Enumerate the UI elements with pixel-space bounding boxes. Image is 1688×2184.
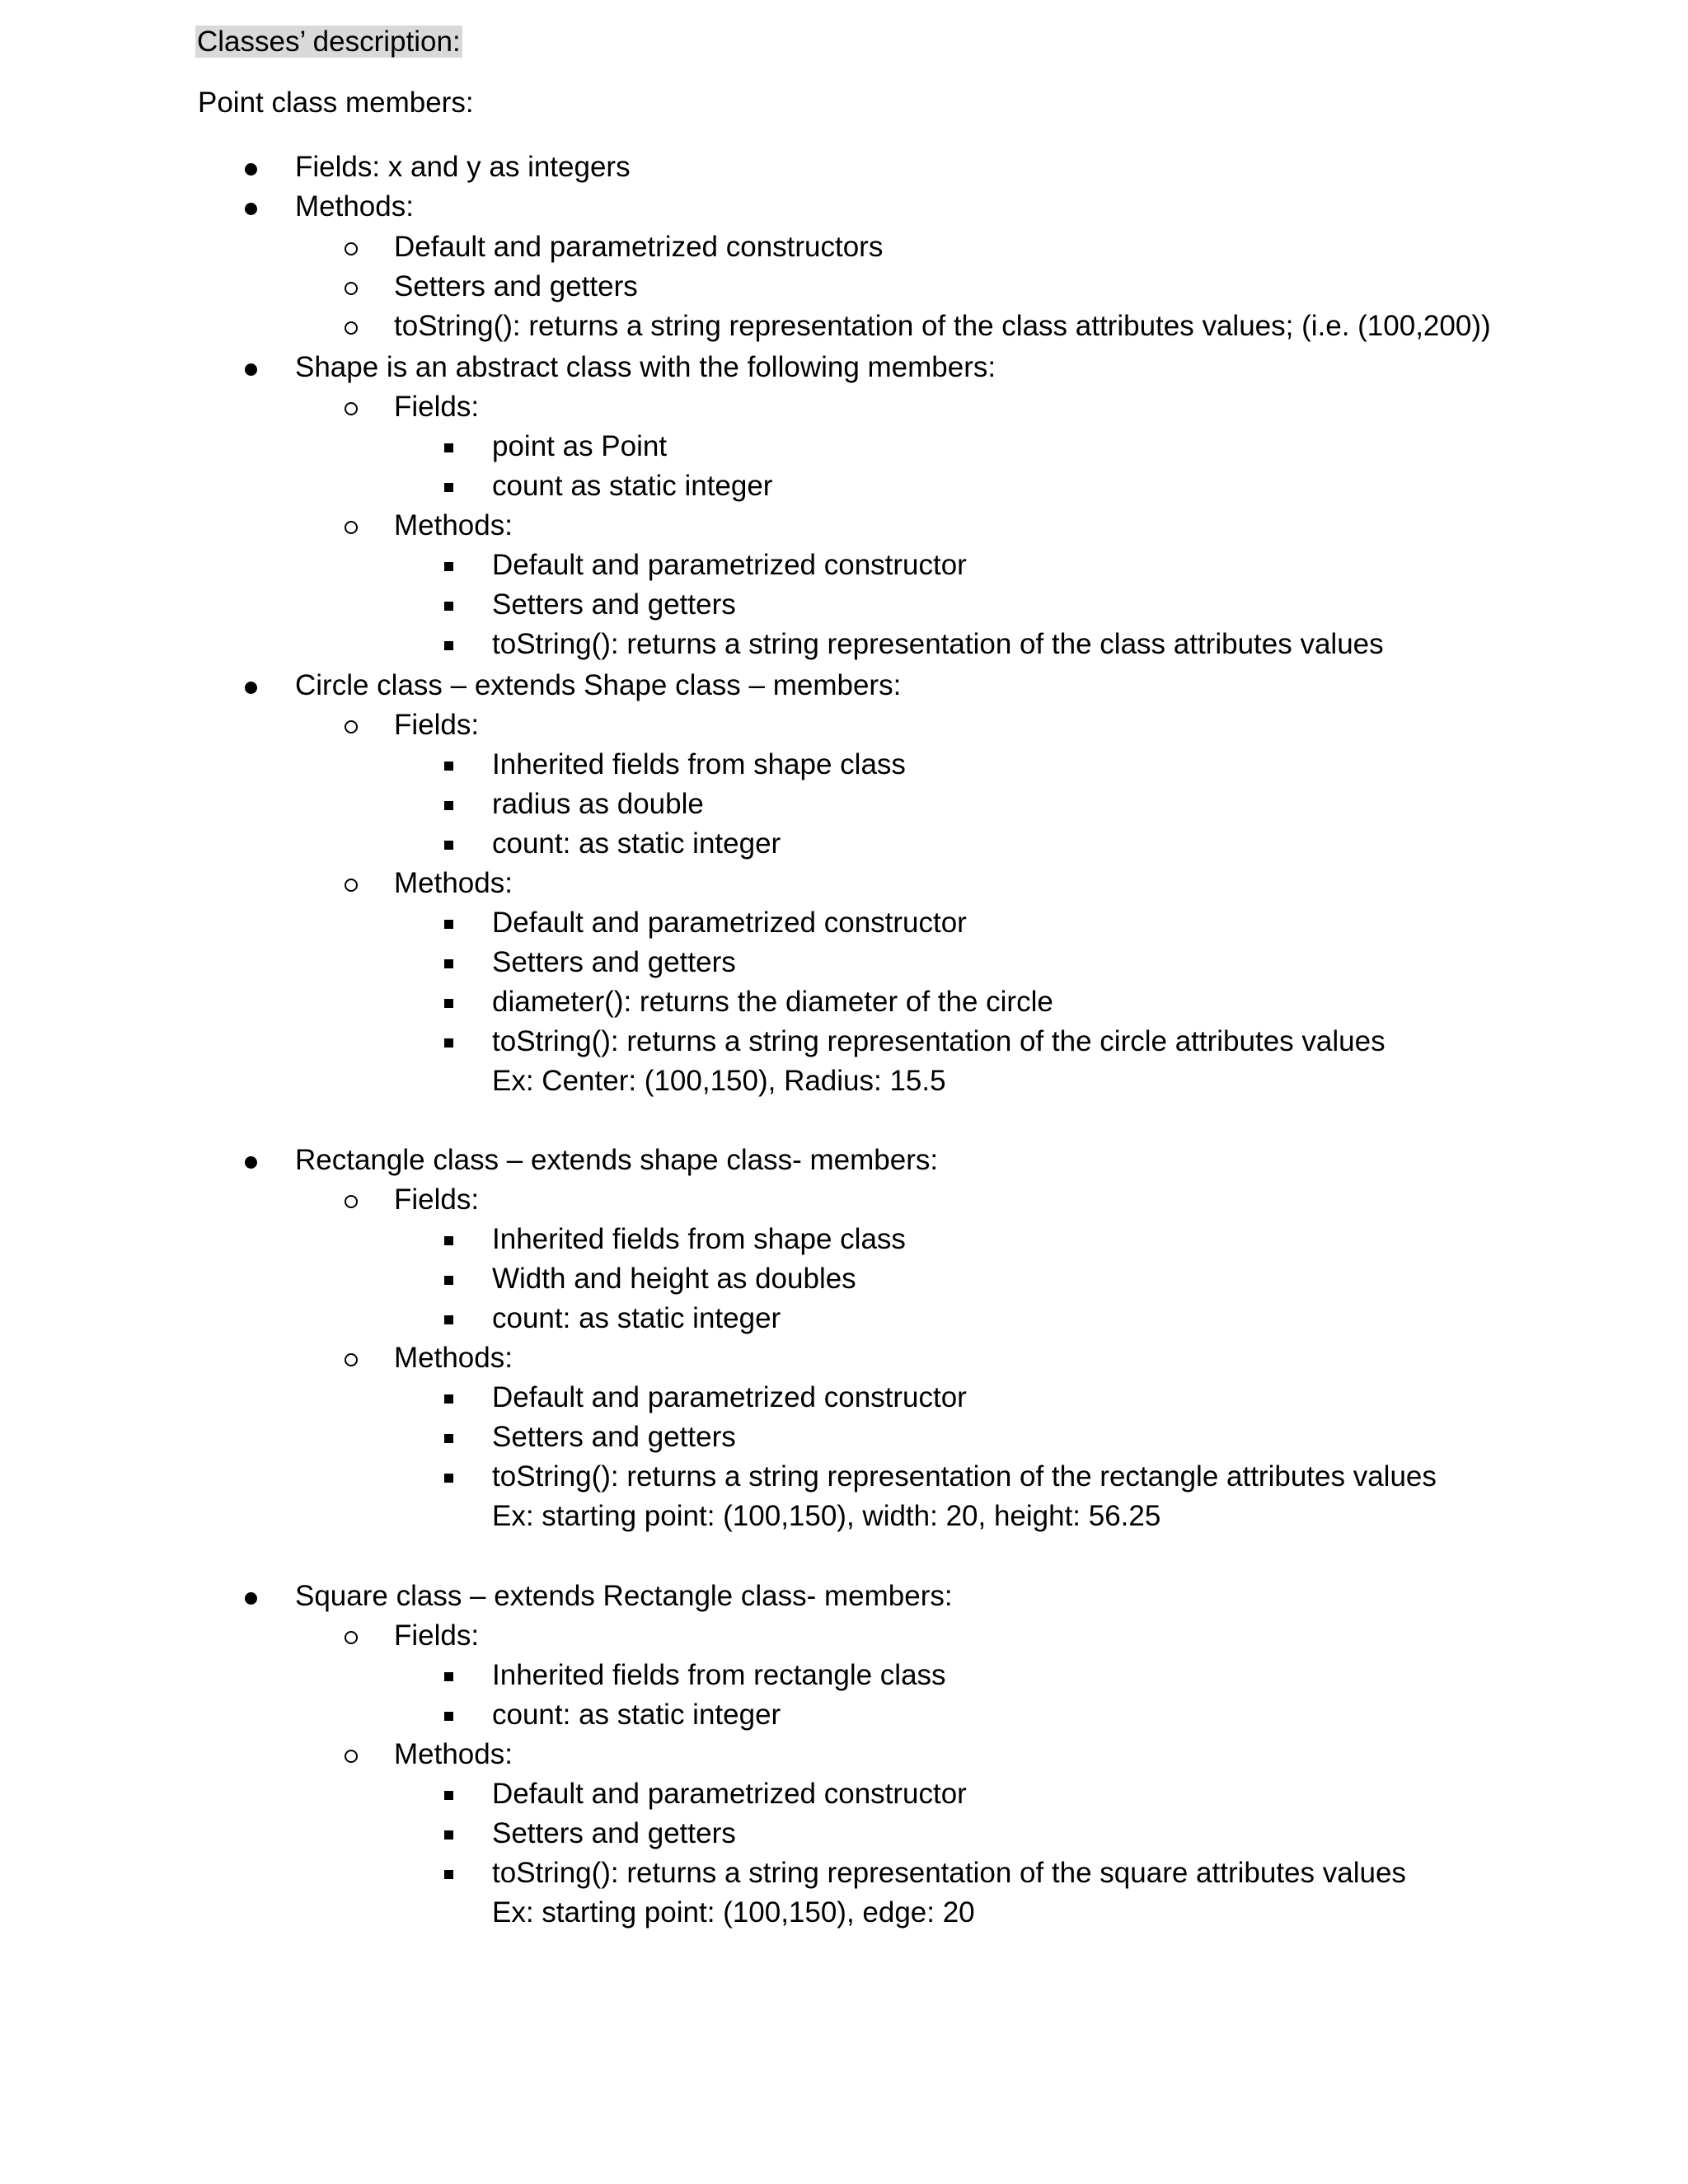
list-item: point as Point bbox=[492, 430, 668, 462]
bullet-square-icon bbox=[444, 483, 453, 492]
list-item: Methods: bbox=[394, 1342, 513, 1374]
list-item: toString(): returns a string representation of the square attributes values bbox=[492, 1857, 1406, 1889]
bullet-square-icon bbox=[444, 999, 453, 1008]
bullet-square-icon bbox=[444, 602, 453, 611]
list-item: Fields: bbox=[394, 1619, 480, 1652]
list-item: Square class – extends Rectangle class- members: bbox=[295, 1580, 953, 1612]
list-item: toString(): returns a string representation of the class attributes values bbox=[492, 628, 1384, 660]
bullet-square-icon bbox=[444, 1236, 453, 1245]
list-item: Circle class – extends Shape class – members: bbox=[295, 669, 902, 701]
bullet-square-icon bbox=[444, 1830, 453, 1840]
list-item: toString(): returns a string representation of the circle attributes values bbox=[492, 1025, 1386, 1057]
list-item: Default and parametrized constructor bbox=[492, 549, 967, 581]
list-item: Ex: starting point: (100,150), width: 20, height: 56.25 bbox=[492, 1500, 1161, 1532]
list-item: Fields: bbox=[394, 1183, 480, 1216]
bullet-square-icon bbox=[444, 762, 453, 771]
bullet-square-icon bbox=[444, 1394, 453, 1404]
list-item: count: as static integer bbox=[492, 1302, 781, 1334]
bullet-disc-icon bbox=[245, 363, 257, 376]
bullet-circle-icon bbox=[345, 879, 358, 892]
heading-text: Classes’ description: bbox=[197, 26, 461, 58]
bullet-circle-icon bbox=[345, 1631, 358, 1644]
bullet-circle-icon bbox=[345, 720, 358, 733]
list-item: Width and height as doubles bbox=[492, 1263, 856, 1295]
list-item: Methods: bbox=[394, 509, 513, 541]
bullet-disc-icon bbox=[245, 1156, 257, 1169]
list-item: toString(): returns a string representation of the rectangle attributes values bbox=[492, 1460, 1437, 1493]
bullet-square-icon bbox=[444, 1315, 453, 1324]
bullet-square-icon bbox=[444, 801, 453, 810]
list-item: Inherited fields from rectangle class bbox=[492, 1659, 946, 1691]
list-item: Fields: bbox=[394, 709, 480, 741]
list-item: Fields: bbox=[394, 391, 480, 423]
list-item: Default and parametrized constructors bbox=[394, 231, 884, 263]
bullet-square-icon bbox=[444, 920, 453, 929]
bullet-circle-icon bbox=[345, 321, 358, 335]
bullet-circle-icon bbox=[345, 1353, 358, 1366]
bullet-disc-icon bbox=[245, 163, 257, 176]
bullet-square-icon bbox=[444, 959, 453, 968]
list-item: count: as static integer bbox=[492, 1699, 781, 1731]
bullet-square-icon bbox=[444, 1712, 453, 1721]
bullet-square-icon bbox=[444, 1038, 453, 1047]
list-item: Methods: bbox=[394, 867, 513, 899]
intro: Point class members: bbox=[198, 87, 474, 119]
list-item: Inherited fields from shape class bbox=[492, 748, 906, 780]
bullet-square-icon bbox=[444, 641, 453, 650]
list-item: Setters and getters bbox=[492, 1421, 736, 1453]
bullet-circle-icon bbox=[345, 242, 358, 255]
list-item: Fields: x and y as integers bbox=[295, 151, 631, 183]
list-item: Default and parametrized constructor bbox=[492, 907, 967, 939]
list-item: Setters and getters bbox=[492, 946, 736, 978]
list-item: Default and parametrized constructor bbox=[492, 1381, 967, 1413]
list-item: toString(): returns a string representation of the class attributes values; (i.e. (100,200)) bbox=[394, 310, 1491, 342]
list-item: count as static integer bbox=[492, 470, 773, 502]
bullet-square-icon bbox=[444, 1672, 453, 1681]
bullet-circle-icon bbox=[345, 1750, 358, 1763]
bullet-square-icon bbox=[444, 1791, 453, 1800]
list-item: Setters and getters bbox=[394, 270, 638, 302]
bullet-disc-icon bbox=[245, 203, 257, 215]
bullet-square-icon bbox=[444, 1434, 453, 1443]
list-item: Default and parametrized constructor bbox=[492, 1778, 967, 1810]
list-item: Inherited fields from shape class bbox=[492, 1223, 906, 1255]
list-item: Methods: bbox=[394, 1738, 513, 1770]
list-item: radius as double bbox=[492, 788, 704, 820]
bullet-square-icon bbox=[444, 1474, 453, 1483]
list-item: Ex: starting point: (100,150), edge: 20 bbox=[492, 1896, 975, 1929]
list-item: diameter(): returns the diameter of the circle bbox=[492, 986, 1053, 1018]
list-item: Setters and getters bbox=[492, 1817, 736, 1849]
bullet-square-icon bbox=[444, 562, 453, 571]
bullet-circle-icon bbox=[345, 402, 358, 415]
bullet-square-icon bbox=[444, 1870, 453, 1879]
heading bbox=[195, 25, 462, 59]
list-item: Rectangle class – extends shape class- members: bbox=[295, 1144, 939, 1176]
bullet-square-icon bbox=[444, 1276, 453, 1285]
bullet-square-icon bbox=[444, 443, 453, 452]
list-item: Methods: bbox=[295, 190, 414, 223]
bullet-circle-icon bbox=[345, 1195, 358, 1208]
list-item: Setters and getters bbox=[492, 588, 736, 621]
bullet-disc-icon bbox=[245, 682, 257, 694]
bullet-circle-icon bbox=[345, 282, 358, 295]
bullet-square-icon bbox=[444, 841, 453, 850]
bullet-circle-icon bbox=[345, 521, 358, 534]
list-item: Shape is an abstract class with the following members: bbox=[295, 351, 996, 383]
list-item: Ex: Center: (100,150), Radius: 15.5 bbox=[492, 1065, 946, 1097]
bullet-disc-icon bbox=[245, 1592, 257, 1605]
list-item: count: as static integer bbox=[492, 827, 781, 860]
